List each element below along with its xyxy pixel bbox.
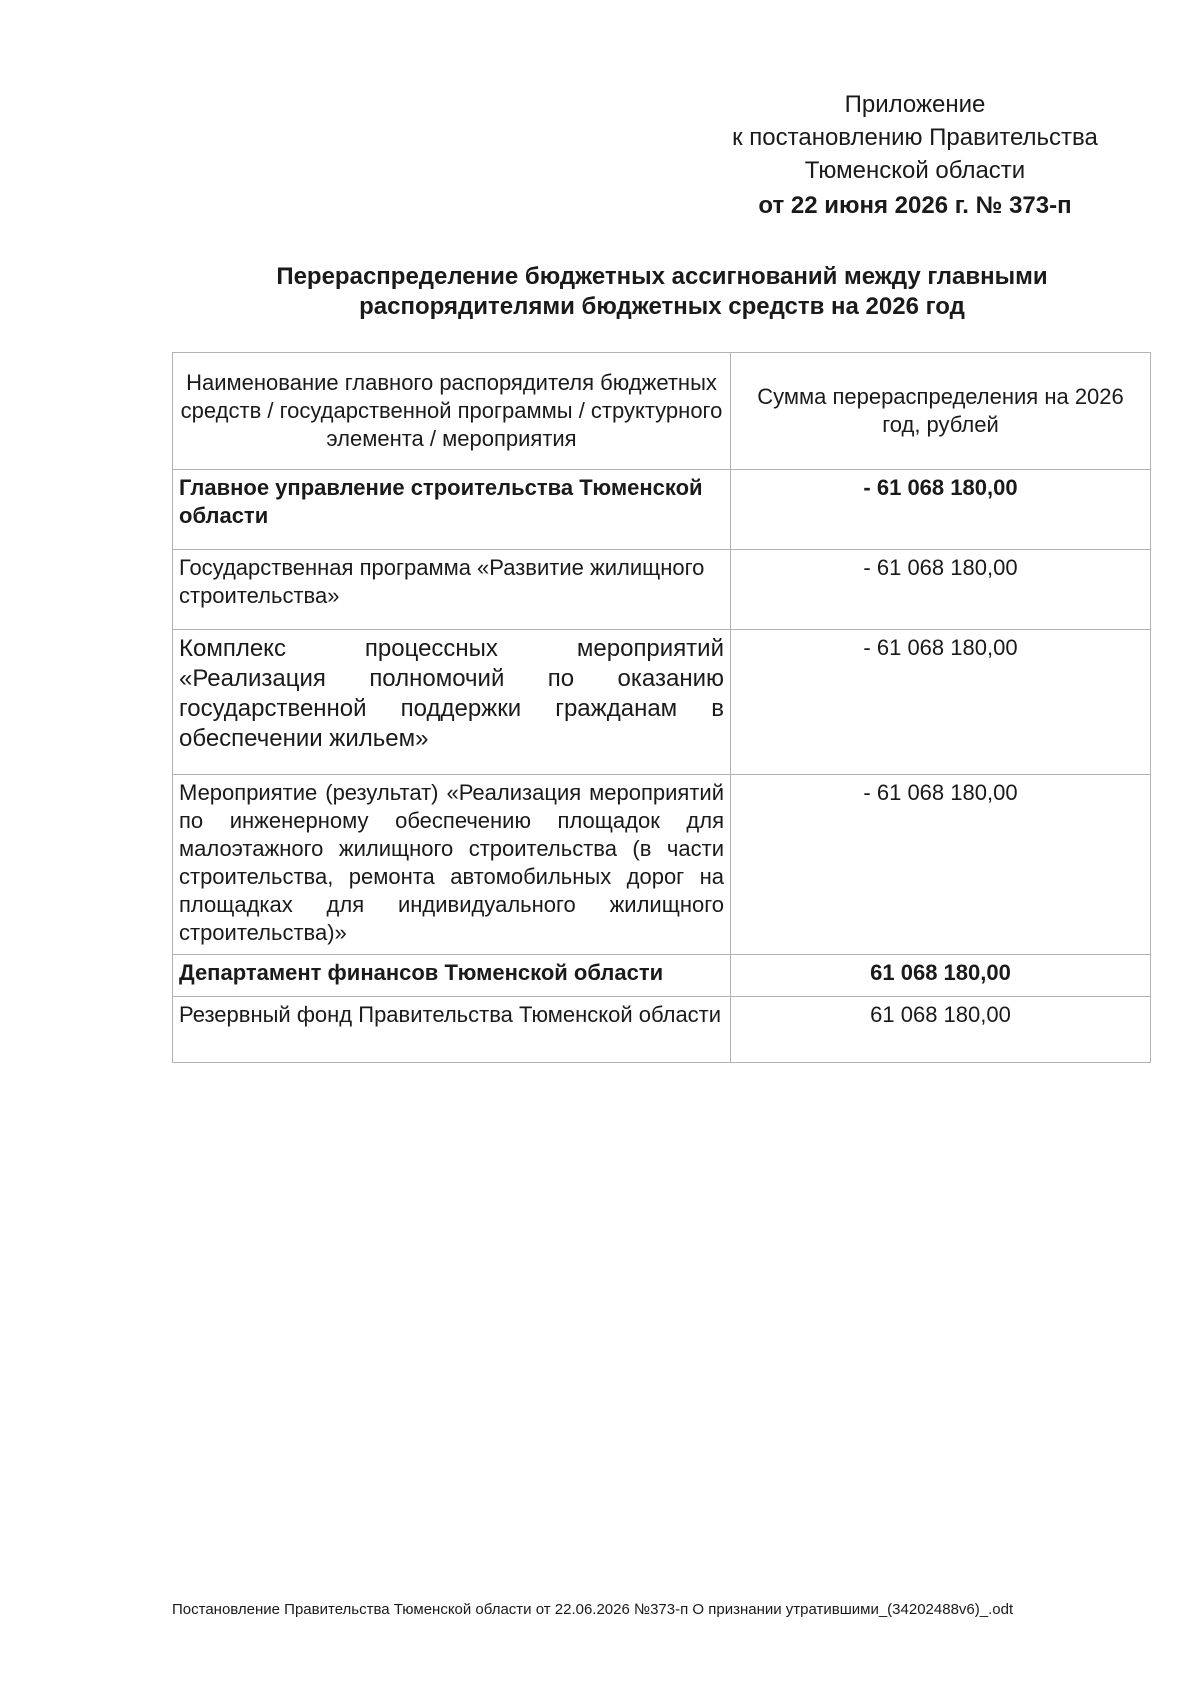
row-sum-cell: 61 068 180,00 bbox=[731, 997, 1151, 1063]
row-name-cell: Департамент финансов Тюменской области bbox=[173, 955, 731, 997]
header-name-cell: Наименование главного распорядителя бюджетных средств / государственной программы / структурного элемента / мероприятия bbox=[173, 353, 731, 470]
appendix-label: Приложение bbox=[844, 91, 986, 118]
row-name-cell: Главное управление строительства Тюменской области bbox=[173, 470, 731, 550]
appendix-date-number: от 22 июня 2026 г. № 373-п bbox=[758, 192, 1072, 219]
table-row bbox=[173, 630, 1151, 775]
row-name-cell: Комплекс процессных мероприятий «Реализация полномочий по оказанию государственной поддержки гражданам в обеспечении жильем» bbox=[173, 630, 731, 775]
document-footer: Постановление Правительства Тюменской области от 22.06.2026 №373-п О признании утратившими_(34202488v6)_.odt bbox=[172, 1601, 1014, 1618]
appendix-region: Тюменской области bbox=[804, 157, 1026, 184]
table-row bbox=[173, 550, 1151, 630]
budget-table bbox=[172, 352, 1151, 1063]
row-name-cell: Резервный фонд Правительства Тюменской области bbox=[173, 997, 731, 1063]
row-sum-cell: 61 068 180,00 bbox=[731, 955, 1151, 997]
row-sum-cell: - 61 068 180,00 bbox=[731, 550, 1151, 630]
table-row bbox=[173, 470, 1151, 550]
appendix-block bbox=[710, 88, 1120, 222]
table-row bbox=[173, 775, 1151, 955]
table-row bbox=[173, 955, 1151, 997]
row-sum-cell: - 61 068 180,00 bbox=[731, 775, 1151, 955]
table-header-row bbox=[173, 353, 1151, 470]
appendix-reference: к постановлению Правительства bbox=[732, 124, 1098, 151]
row-name-cell: Мероприятие (результат) «Реализация мероприятий по инженерному обеспечению площадок для малоэтажного жилищного строительства (в части строительства, ремонта автомобильных дорог на площадках для индивидуального жилищного строительства)» bbox=[173, 775, 731, 955]
row-name-cell: Государственная программа «Развитие жилищного строительства» bbox=[173, 550, 731, 630]
document-title: Перераспределение бюджетных ассигнований между главными распорядителями бюджетных средств на 2026 год bbox=[276, 263, 1048, 320]
header-sum-cell: Сумма перераспределения на 2026 год, рублей bbox=[731, 353, 1151, 470]
row-sum-cell: - 61 068 180,00 bbox=[731, 630, 1151, 775]
row-sum-cell: - 61 068 180,00 bbox=[731, 470, 1151, 550]
table-row bbox=[173, 997, 1151, 1063]
